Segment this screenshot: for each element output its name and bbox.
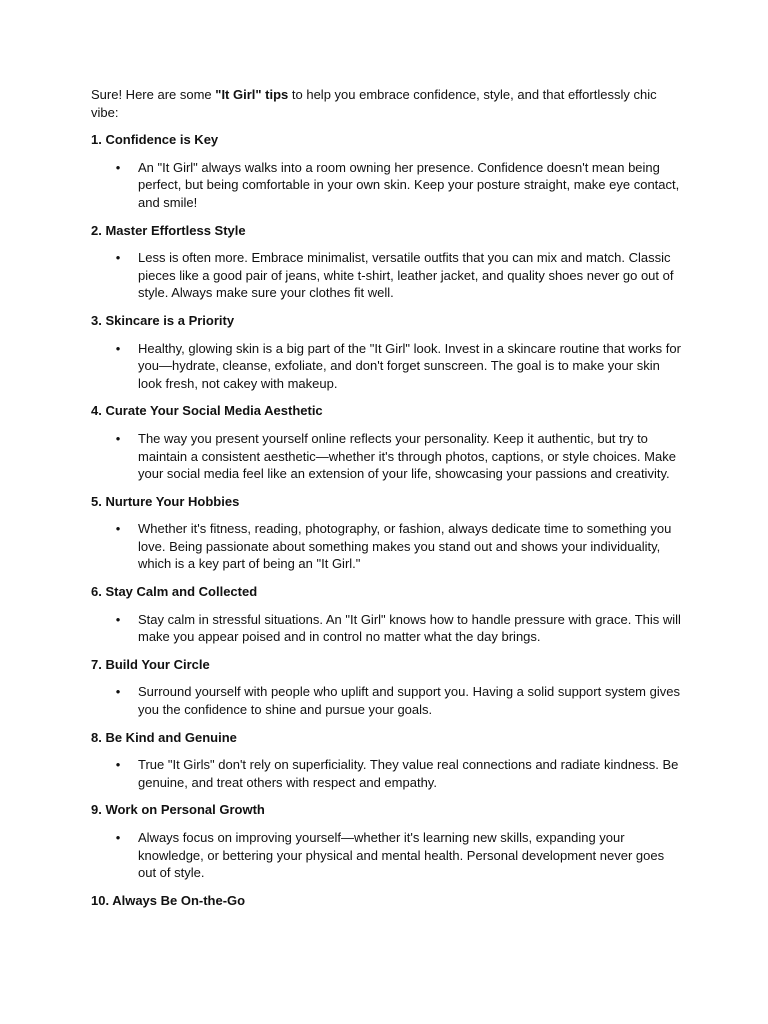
bullet-text: Surround yourself with people who uplift and support you. Having a solid support system gives you the confidence to shine and pursue your goals. [138, 684, 680, 718]
bullet-list [91, 611, 681, 646]
bullet-list [91, 520, 681, 573]
list-item [91, 159, 681, 212]
section-1 [91, 131, 681, 211]
section-10 [91, 892, 681, 910]
section-9 [91, 801, 681, 881]
bullet-text: True "It Girls" don't rely on superficiality. They value real connections and radiate kindness. Be genuine, and treat others with respect and empathy. [138, 757, 679, 790]
section-heading: 5. Nurture Your Hobbies [91, 493, 240, 509]
section-heading: 4. Curate Your Social Media Aesthetic [91, 403, 323, 419]
bullet-text: Stay calm in stressful situations. An "It Girl" knows how to handle pressure with grace. This will make you appear poised and in control no matter what the day brings. [138, 611, 681, 645]
bullet-text: Healthy, glowing skin is a big part of the "It Girl" look. Invest in a skincare routine that works for you—hydrate, cleanse, exfoliate, and don't forget sunscreen. The goal is to make your skin look fresh, not cakey with makeup. [138, 340, 681, 391]
section-heading: 3. Skincare is a Priority [91, 312, 235, 328]
section-4 [91, 402, 681, 482]
bullet-list [91, 159, 681, 212]
section-heading: 10. Always Be On-the-Go [91, 892, 246, 908]
bullet-dot-icon: • [115, 684, 121, 700]
bullet-text: Less is often more. Embrace minimalist, versatile outfits that you can mix and match. Classic pieces like a good pair of jeans, white t-shirt, leather jacket, and quality shoes never go out of style. Always make sure your clothes fit well. [138, 250, 674, 301]
bullet-dot-icon: • [115, 757, 121, 773]
section-5 [91, 493, 681, 573]
section-heading: 1. Confidence is Key [91, 132, 219, 148]
section-2 [91, 222, 681, 302]
list-item [91, 520, 681, 573]
bullet-text: An "It Girl" always walks into a room owning her presence. Confidence doesn't mean being perfect, but being comfortable in your own skin. Keep your posture straight, make eye contact, and smile! [138, 159, 680, 210]
bullet-dot-icon: • [115, 250, 121, 266]
section-heading: 2. Master Effortless Style [91, 222, 246, 238]
bullet-dot-icon: • [115, 521, 121, 537]
section-3 [91, 312, 681, 392]
bullet-list [91, 249, 681, 302]
list-item [91, 683, 681, 718]
bullet-dot-icon: • [115, 611, 121, 627]
section-6 [91, 583, 681, 646]
intro-suffix: to help you embrace confidence, style, and that effortlessly chic vibe: [91, 87, 657, 120]
bullet-text: Whether it's fitness, reading, photography, or fashion, always dedicate time to something you love. Being passionate about something makes you stand out and shows your individuality, which is a key part of being an "It Girl." [138, 521, 672, 572]
bullet-text: Always focus on improving yourself—whether it's learning new skills, expanding your knowledge, or bettering your physical and mental health. Personal development never goes out of style. [138, 830, 665, 881]
list-item [91, 249, 681, 302]
intro-prefix: Sure! Here are some [91, 87, 216, 102]
bullet-text: The way you present yourself online reflects your personality. Keep it authentic, but try to maintain a consistent aesthetic—whether it's through photos, captions, or style choices. Make your social media feel like an extension of your life, showcasing your passions and creativity. [138, 430, 676, 482]
bullet-list [91, 756, 681, 791]
section-8 [91, 729, 681, 792]
section-heading: 7. Build Your Circle [91, 656, 210, 672]
list-item [91, 829, 681, 882]
bullet-dot-icon: • [115, 830, 121, 845]
intro-bold-phrase: "It Girl" tips [215, 87, 289, 102]
section-7 [91, 656, 681, 719]
intro-paragraph [91, 86, 681, 121]
bullet-dot-icon: • [115, 430, 121, 446]
bullet-dot-icon: • [115, 340, 121, 356]
list-item [91, 430, 681, 483]
bullet-list [91, 829, 681, 882]
bullet-list [91, 340, 681, 393]
list-item [91, 756, 681, 791]
bullet-list [91, 683, 681, 718]
bullet-dot-icon: • [115, 159, 121, 175]
section-heading: 9. Work on Personal Growth [91, 802, 265, 818]
section-heading: 8. Be Kind and Genuine [91, 729, 237, 745]
document-page [91, 86, 681, 919]
list-item [91, 340, 681, 393]
bullet-list [91, 430, 681, 483]
section-heading: 6. Stay Calm and Collected [91, 584, 258, 600]
list-item [91, 611, 681, 646]
